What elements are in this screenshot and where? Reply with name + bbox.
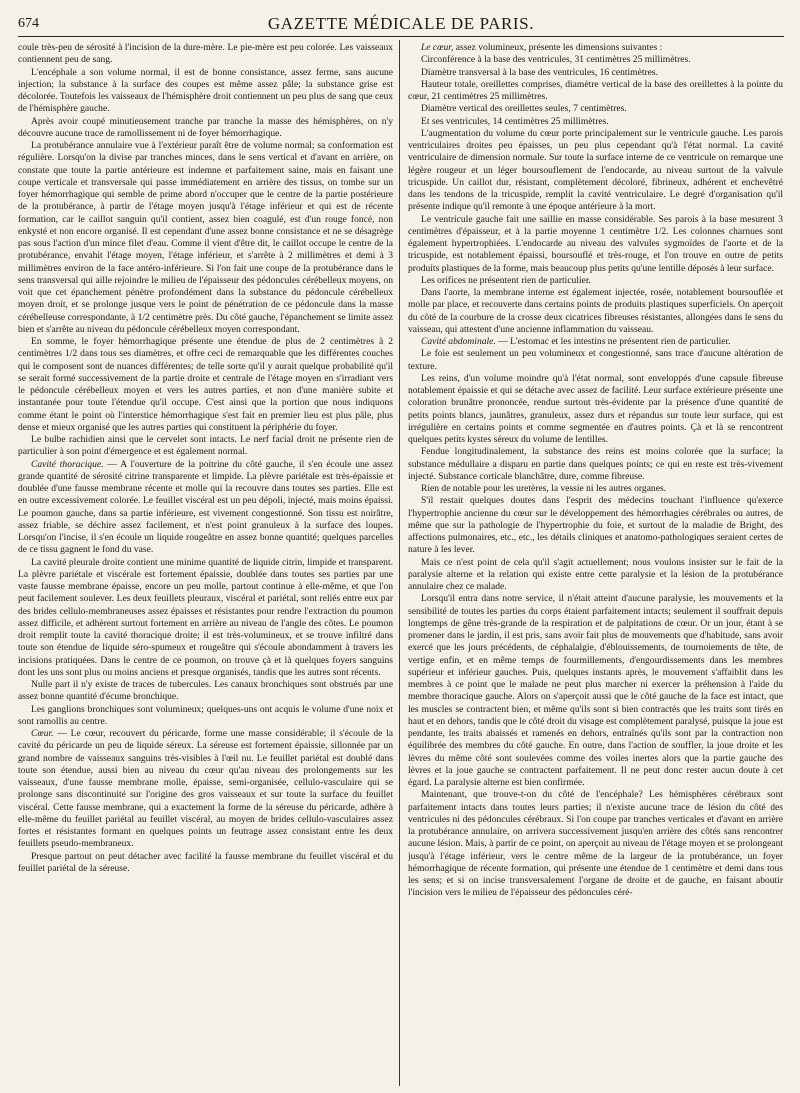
paragraph [408, 789, 783, 899]
paragraph-text: En somme, le foyer hémorrhagique présente une étendue de plus de 2 centimètres à 2 centimètres 1/2 dans tous ses diamètres, et offre ceci de remarquable que les différentes couches qui le composent sont de nuances différentes; de telle sorte qu'il y aurait quelque probabilité qu'il se serait formé successivement de la partie droite et centrale de l'étage moyen en s'irradiant vers le pédoncule cérébelleux moyen et vers les autres parties, et non d'une manière subite et instantanée pour toute l'étendue qu'il occupe. C'est ainsi que la portion que nous indiquons comme étant le point où l'interstice hémorrhagique s'est fait en premier lieu est plus pâle, plus dense et mieux organisé que les autres parties qui constituent la périphérie du foyer. [18, 336, 393, 433]
page-number: 674 [18, 16, 39, 31]
section-lead: Cavité abdominale. [421, 336, 496, 347]
header-rule [18, 36, 784, 37]
paragraph [18, 728, 393, 851]
paragraph [408, 495, 783, 556]
paragraph [18, 704, 393, 729]
paragraph [408, 128, 783, 214]
paragraph [18, 67, 393, 116]
paragraph-text: Lorsqu'il entra dans notre service, il n'était atteint d'aucune paralysie, les mouvements et la sensibilité de toutes les parties du corps étaient parfaitement intacts; seulement il souffrait depuis longtemps de gêne très-grande de la respiration et de palpitations de cœur. Or un jour, étant à se promener dans le jardin, il est pris, sans avoir fait plus de mouvements que d'habitude, sans avoir exercé que les jours précédents, de céphalalgie, d'éblouissements, de tournoiements de tête, de vertige enfin, et en même temps de fourmillements, d'engourdissements dans les membres supérieur et inférieur gauches. Puis, quelques instants après, le mouvement s'affaiblit dans les membres à ce point que le malade ne peut plus marcher ni exercer la préhension à l'aide du membre thoracique gauche. Alors on s'aperçoit aussi que le côté gauche de la face est intact, que les muscles se contractent bien, et même qu'ils sont si bien contractés que les traits sont tirés en haut et en dehors, tandis que le côté droit du visage est complètement paralysé, puisque la joue est pendante, les traits abaissés et ramenés en dehors, entraînés qu'ils sont par la contraction non équilibrée des membres du côté gauche. En outre, dans l'action de souffler, la joue droite et les lèvres du même côté sont soulevées comme des voiles inertes alors que la partie gauche des lèvres et la joue gauche se contractent parfaitement. Il ne peut donc rester aucun doute à cet égard. La paralysie alterne est bien confirmée. [408, 593, 783, 788]
paragraph [408, 287, 783, 336]
left-column [18, 42, 393, 1086]
paragraph-text: Après avoir coupé minutieusement tranche par tranche la masse des hémisphères, on n'y découvre aucune trace de ramollissement ni de foyer hémorrhagique. [18, 115, 393, 139]
paragraph [408, 275, 783, 287]
paragraph-text: Le bulbe rachidien ainsi que le cervelet sont intacts. Le nerf facial droit ne présente rien de particulier à son point d'émergence et est également normal. [18, 434, 393, 458]
paragraph [408, 67, 783, 79]
paragraph-text: Rien de notable pour les uretères, la vessie ni les autres organes. [421, 483, 667, 494]
column-divider [399, 40, 400, 1086]
paragraph [408, 446, 783, 483]
section-lead: Cœur. [31, 728, 54, 739]
paragraph-text: Nulle part il n'y existe de traces de tubercules. Les canaux bronchiques sont obstrués par une assez bonne quantité d'écume bronchique. [18, 679, 393, 703]
paragraph-text: Les ganglions bronchiques sont volumineux; quelques-uns ont acquis le volume d'une noix et sont ramollis au centre. [18, 703, 393, 727]
paragraph [18, 679, 393, 704]
paragraph-text: Les orifices ne présentent rien de particulier. [421, 274, 591, 286]
paragraph-text: S'il restait quelques doutes dans l'esprit des médecins touchant l'influence qu'exerce l'hypertrophie ancienne du cœur sur le développement des hémorrhagies cérébrales ou autres, de même que sur la pathologie de l'hypertrophie du foie, et surtout de la maladie de Bright, des affections pulmonaires, etc., etc., les détails cliniques et anatomo-pathologiques seraient certes de nature à les lever. [408, 495, 783, 556]
paragraph-text: Diamètre vertical des oreillettes seules, 7 centimètres. [421, 103, 627, 115]
paragraph [408, 116, 783, 128]
paragraph [408, 214, 783, 275]
section-lead: Cavité thoracique. [31, 458, 104, 470]
paragraph-text: Presque partout on peut détacher avec facilité la fausse membrane du feuillet viscéral et du feuillet pariétal de la séreuse. [18, 850, 393, 874]
paragraph-text: Mais ce n'est point de cela qu'il s'agit actuellement; nous voulons insister sur le fait de la paralysie alterne et la relation qui existe entre cette paralysie et la lésion de la protubérance annulaire chez ce malade. [408, 556, 783, 592]
paragraph-text: coule très-peu de sérosité à l'incision de la dure-mère. Le pie-mère est peu colorée. Les vaisseaux contiennent peu de sang. [18, 42, 393, 66]
paragraph [18, 42, 393, 67]
paragraph [408, 103, 783, 115]
paragraph-text: Hauteur totale, oreillettes comprises, diamètre vertical de la base des oreillettes à la pointe du cœur, 21 centimètres 25 millimètres. [408, 78, 783, 102]
paragraph [18, 434, 393, 459]
paragraph [408, 373, 783, 447]
paragraph [408, 348, 783, 373]
paragraph [18, 140, 393, 336]
paragraph [18, 557, 393, 680]
journal-title: GAZETTE MÉDICALE DE PARIS. [267, 14, 535, 33]
paragraph-text: assez volumineux, présente les dimensions suivantes : [453, 42, 663, 53]
paragraph-text: Fendue longitudinalement, la substance des reins est moins colorée que la surface; la substance médullaire a disparu en partie dans quelques points; ce qui en reste est très-vivement injecté. Substance corticale blanchâtre, dure, comme fibreuse. [408, 446, 783, 482]
paragraph-text: La protubérance annulaire vue à l'extérieur paraît être de volume normal; sa conformation est régulière. Lorsqu'on la divise par tranches minces, dans le sens vertical et d'avant en arrière, on constate que toute la partie antérieure est indemne et parfaitement saine, mais en faisant une coupe verticale et transversale qui passe immédiatement en arrière des tissus, on tombe sur un foyer hémorrhagique qui semble de prime abord n'occuper que le centre de la partie postérieure de la protubérance, à partir de l'étage moyen jusqu'à l'étage inférieur et qui est de récente formation, car le caillot sanguin qu'il contient, assez bien coagulé, est d'un rouge foncé, non enkysté et non encore organisé. Il est cependant d'une assez bonne consistance et ne se désagrège pas sous l'action d'un mince filet d'eau. Comme il vient d'être dit, le caillot occupe le centre de la protubérance, envahit l'étage moyen, l'étage inférieur, et s'arrête à 2 millimètres et demi à 3 millimètres environ de la face antéro-inférieure. Si l'on fait une coupe de la protubérance dans le sens transversal qui aille rejoindre le milieu de l'épaisseur des pédoncules cérébelleux moyens, on voit que cet épanchement pénètre profondément dans la substance du pédoncule cérébelleux moyen droit, et se prolonge jusque vers le point de pénétration de ce pédoncule dans la masse cérébelleuse correspondante, à 1/2 centimètre près. Du côté gauche, l'épanchement se limite assez bien et s'arrête au niveau du pédoncule cérébelleux moyen correspondant. [18, 140, 393, 335]
paragraph [408, 54, 783, 66]
paragraph-text: L'augmentation du volume du cœur porte principalement sur le ventricule gauche. Les parois ventriculaires droites peu épaisses, un peu plus cependant qu'à l'état normal. La cavité ventriculaire de dimension normale. Sur toute la surface interne de ce ventricule on remarque une légère rougeur et un léger boursouflement de l'endocarde, au niveau surtout de la valvule tricuspide. Un caillot dur, résistant, complètement décoloré, fibrineux, adhérent et enchevêtré dans les tendons de la tricuspide, remplit la cavité ventriculaire. Le degré d'organisation qu'il présente indique qu'il remonte à une époque antérieure à la mort. [408, 127, 783, 213]
paragraph [408, 483, 783, 495]
paragraph [408, 79, 783, 104]
page-header [18, 10, 784, 34]
paragraph-text: Diamètre transversal à la base des ventricules, 16 centimètres. [421, 66, 658, 78]
paragraph-text: — Le cœur, recouvert du péricarde, forme une masse considérable; il s'écoule de la cavité du péricarde un peu de liquide séreux. La séreuse est fortement épaissie, sillonnée par un grand nombre de vaisseaux sanguins très-visibles à l'œil nu. Le feuillet pariétal est doublé dans toute son étendue, aussi bien au niveau du cœur qu'au niveau des prolongements sur les vaisseaux, d'une fausse membrane molle, épaisse, semi-organisée, cellulo-vasculaire qui se prolonge sans discontinuité sur l'origine des gros vaisseaux et sur toute la surface du feuillet viscéral. Cette fausse membrane, qui a exactement la forme de la séreuse du péricarde, adhère à elle-même du feuillet pariétal au feuillet viscéral, au moyen de brides cellulo-vasculaires assez fortes et résistantes formant en quelques points un feutrage assez consistant entre les deux feuillets pseudo-membraneux. [18, 728, 393, 850]
paragraph-text: L'encéphale a son volume normal, il est de bonne consistance, assez ferme, sans aucune injection; la substance à la surface des coupes est même assez pâle; la substance grise est décolorée. Toutefois les vaisseaux de l'hémisphère droit contiennent un peu plus de sang que ceux de l'hémisphère gauche. [18, 66, 393, 115]
paragraph-text: Maintenant, que trouve-t-on du côté de l'encéphale? Les hémisphères cérébraux sont parfaitement intacts dans toutes leurs parties; il n'existe aucune trace de lésion du côté des ventricules ni des pédoncules cérébraux. Si l'on coupe par tranches verticales et d'avant en arrière la protubérance annulaire, on arrivera successivement jusqu'en arrière des côtés sans rencontrer aucune lésion. Mais, à partir de ce point, on aperçoit au niveau de l'étage moyen et se prolongeant jusqu'à l'étage inférieur, vers le centre même de la largeur de la protubérance, un foyer hémorrhagique de récente formation, qui présente une étendue de 1 centimètre et demi dans tous les sens; et si on incise transversalement l'organe de droite et de gauche, en faisant aboutir l'incision vers le milieu de l'épaisseur des pédoncules céré- [408, 789, 783, 899]
section-lead: Le cœur, [421, 42, 454, 53]
paragraph-text: La cavité pleurale droite contient une minime quantité de liquide citrin, limpide et transparent. La plèvre pariétale et viscérale est fortement épaissie, doublée dans toutes ses parties par une vaste fausse membrane épaisse, encore un peu molle, partout continue à elle-même, et que l'on peut facilement soulever. Les deux feuillets pleuraux, viscéral et pariétal, sont reliés entre eux par des brides cellulo-membraneuses assez épaisses et résistantes pour rendre l'extraction du poumon assez difficile, et adhèrent surtout fortement en arrière au niveau de l'angle des côtes. Le poumon droit remplit toute la cavité thoracique droite; il est très-volumineux, et se trouve infiltré dans toute son étendue de liquide séro-spumeux et rougeâtre qui s'écoule abondamment à travers les incisions pratiquées. Dans le centre de ce poumon, on trouve çà et là quelques foyers sanguins dont les uns sont plus ou moins anciens et presque organisés, tandis que les autres sont récents. [18, 556, 393, 678]
paragraph-text: Le foie est seulement un peu volumineux et congestionné, sans trace d'aucune altération de texture. [408, 348, 783, 372]
paragraph [408, 557, 783, 594]
paragraph [408, 42, 783, 54]
paragraph-text: — L'estomac et les intestins ne présentent rien de particulier. [495, 336, 731, 347]
paragraph [408, 336, 783, 348]
paragraph-text: Le ventricule gauche fait une saillie en masse considérable. Ses parois à la base mesurent 3 centimètres d'épaisseur, et à la partie moyenne 1 centimètre 1/2. Les colonnes charnues sont également hypertrophiées. L'endocarde au niveau des valvules sygmoïdes de l'aorte et de la tricuspide, est notablement épaissi, boursouflé et très-rouge, et l'on trouve en outre de petits produits plastiques de la forme, mais beaucoup plus petits qu'une lentille déposés à leur surface. [408, 213, 783, 274]
paragraph-text: — A l'ouverture de la poitrine du côté gauche, il s'en écoule une assez grande quantité de sérosité citrine transparente et limpide. La plèvre pariétale est très-épaissie et doublée d'une fausse membrane récente et molle qui la recouvre dans toutes ses parties. Elle est en outre excessivement colorée. Le feuillet viscéral est un peu dépoli, injecté, mais moins épaissi. Le poumon gauche, dans sa partie inférieure, est vivement congestionné. Son tissu est noirâtre, assez friable, se déchire assez facilement, et n'est point granuleux à la surface des loupes. Lorsqu'on l'incise, il s'en écoule un liquide rougeâtre en assez bonne quantité; quelques parcelles de ce tissu gagnent le fond du vase. [18, 458, 393, 556]
paragraph-text: Circonférence à la base des ventricules, 31 centimètres 25 millimètres. [421, 54, 691, 66]
paragraph [408, 593, 783, 789]
right-column [408, 42, 783, 1086]
paragraph-text: Les reins, d'un volume moindre qu'à l'état normal, sont enveloppés d'une capsule fibreuse notablement épaissie et qui se détache avec assez de facilité. Leur surface extérieure présente une coloration brunâtre prononcée, rendue surtout très-évidente par la présence d'une quantité de petits points blancs, jaunâtres, granuleux, assez durs et répandus sur toute leur surface, qui est irrégulière en certains points et comme segmentée en d'autres points. Çà et là se rencontrent quelques petits kystes séreux du volume de lentilles. [408, 372, 783, 445]
paragraph-text: Et ses ventricules, 14 centimètres 25 millimètres. [421, 115, 609, 127]
paragraph [18, 851, 393, 876]
paragraph [18, 116, 393, 141]
paragraph [18, 336, 393, 434]
paragraph-text: Dans l'aorte, la membrane interne est également injectée, rosée, notablement boursouflée et molle par place, et recouverte dans certains points de produits plastiques superficiels. On aperçoit du côté de la courbure de la crosse deux cicatrices fibreuses résistantes, allongées dans le sens du vaisseau, qui attestent d'une ancienne inflammation du vaisseau. [408, 287, 783, 335]
paragraph [18, 459, 393, 557]
